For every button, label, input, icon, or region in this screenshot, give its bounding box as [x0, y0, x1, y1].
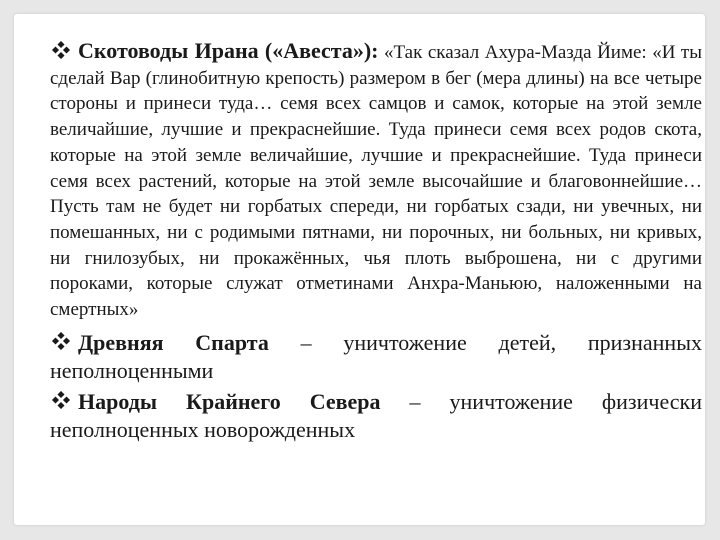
bullet-item-north	[50, 388, 702, 444]
bullet-lead: Скотоводы Ирана («Авеста»):	[78, 38, 379, 63]
bullet-text: – уничтожение физически неполноценных новорожденных	[50, 388, 702, 442]
diamond-bullet-icon	[50, 391, 72, 409]
diamond-bullet-icon	[50, 41, 72, 59]
bullet-item-sparta	[50, 329, 702, 385]
bullet-lead: Народы Крайнего Севера	[78, 388, 381, 414]
slide	[14, 14, 705, 525]
bullet-lead: Древняя Спарта	[78, 329, 269, 355]
slide-content	[50, 38, 702, 444]
diamond-bullet-icon	[50, 332, 72, 350]
bullet-item-iran	[50, 38, 702, 323]
bullet-text: – уничтожение детей, признанных неполноценными	[50, 329, 702, 383]
bullet-text: «Так сказал Ахура-Мазда Йиме: «И ты сделай Вар (глинобитную крепость) размером в бег (мера длины) на все четыре стороны и принеси туда… семя всех самцов и самок, которые на этой земле величайшие, лучшие и прекраснейшие. Туда принеси семя всех родов скота, которые на этой земле величайшие, лучшие и прекраснейшие. Туда принеси семя всех растений, которые на этой земле высочайшие и благовоннейшие… Пусть там не будет ни горбатых спереди, ни горбатых сзади, ни увечных, ни помешанных, ни с родимыми пятнами, ни порочных, ни больных, ни кривых, ни гнилозубых, ни прокажённых, чья плоть выброшена, ни с другими пороками, которые служат отметинами Анхра-Маньюю, наложенными на смертных»	[50, 42, 702, 321]
